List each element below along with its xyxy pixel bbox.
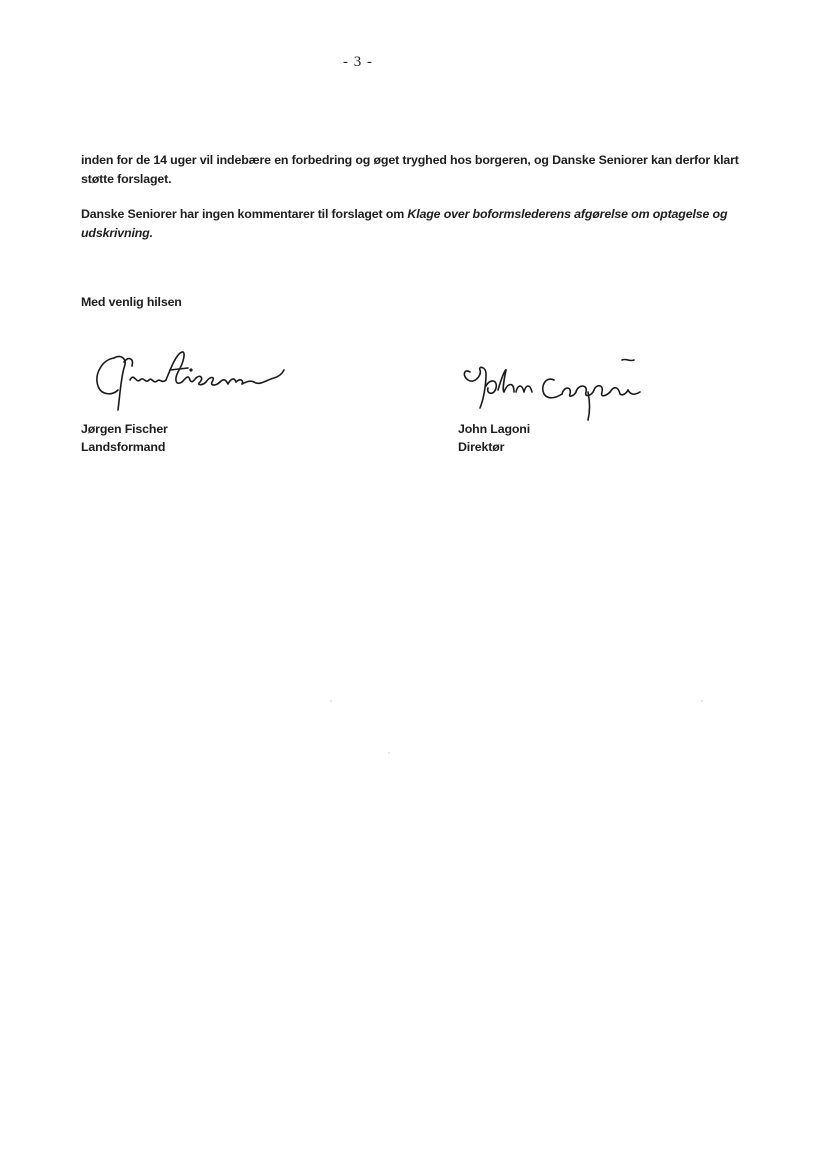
- body-paragraph-2: [81, 205, 761, 243]
- signatory-left-title: Landsformand: [81, 440, 166, 454]
- paragraph-2-text: Danske Seniorer har ingen kommentarer til forslaget om: [81, 207, 408, 221]
- signatory-left-name: Jørgen Fischer: [81, 422, 168, 436]
- signature-left: [90, 340, 290, 418]
- paragraph-2-italic-title: Klage over boformslederens afgørelse om optagelse og udskrivning.: [81, 207, 728, 240]
- signatory-left: [81, 420, 168, 456]
- signature-right: [458, 350, 658, 420]
- signatory-right-name: John Lagoni: [458, 422, 530, 436]
- signatory-right: [458, 420, 530, 456]
- page-number: - 3 -: [343, 54, 373, 70]
- scan-speck: [330, 700, 332, 702]
- paragraph-1-text: inden for de 14 uger vil indebære en forbedring og øget tryghed hos borgeren, og Danske Seniorer kan derfor klart støtte forslaget.: [81, 153, 739, 186]
- scan-speck: [388, 752, 390, 754]
- scan-speck: [701, 700, 703, 702]
- body-paragraph-1: [81, 151, 761, 189]
- signatory-right-title: Direktør: [458, 440, 505, 454]
- closing-greeting: Med venlig hilsen: [81, 295, 182, 309]
